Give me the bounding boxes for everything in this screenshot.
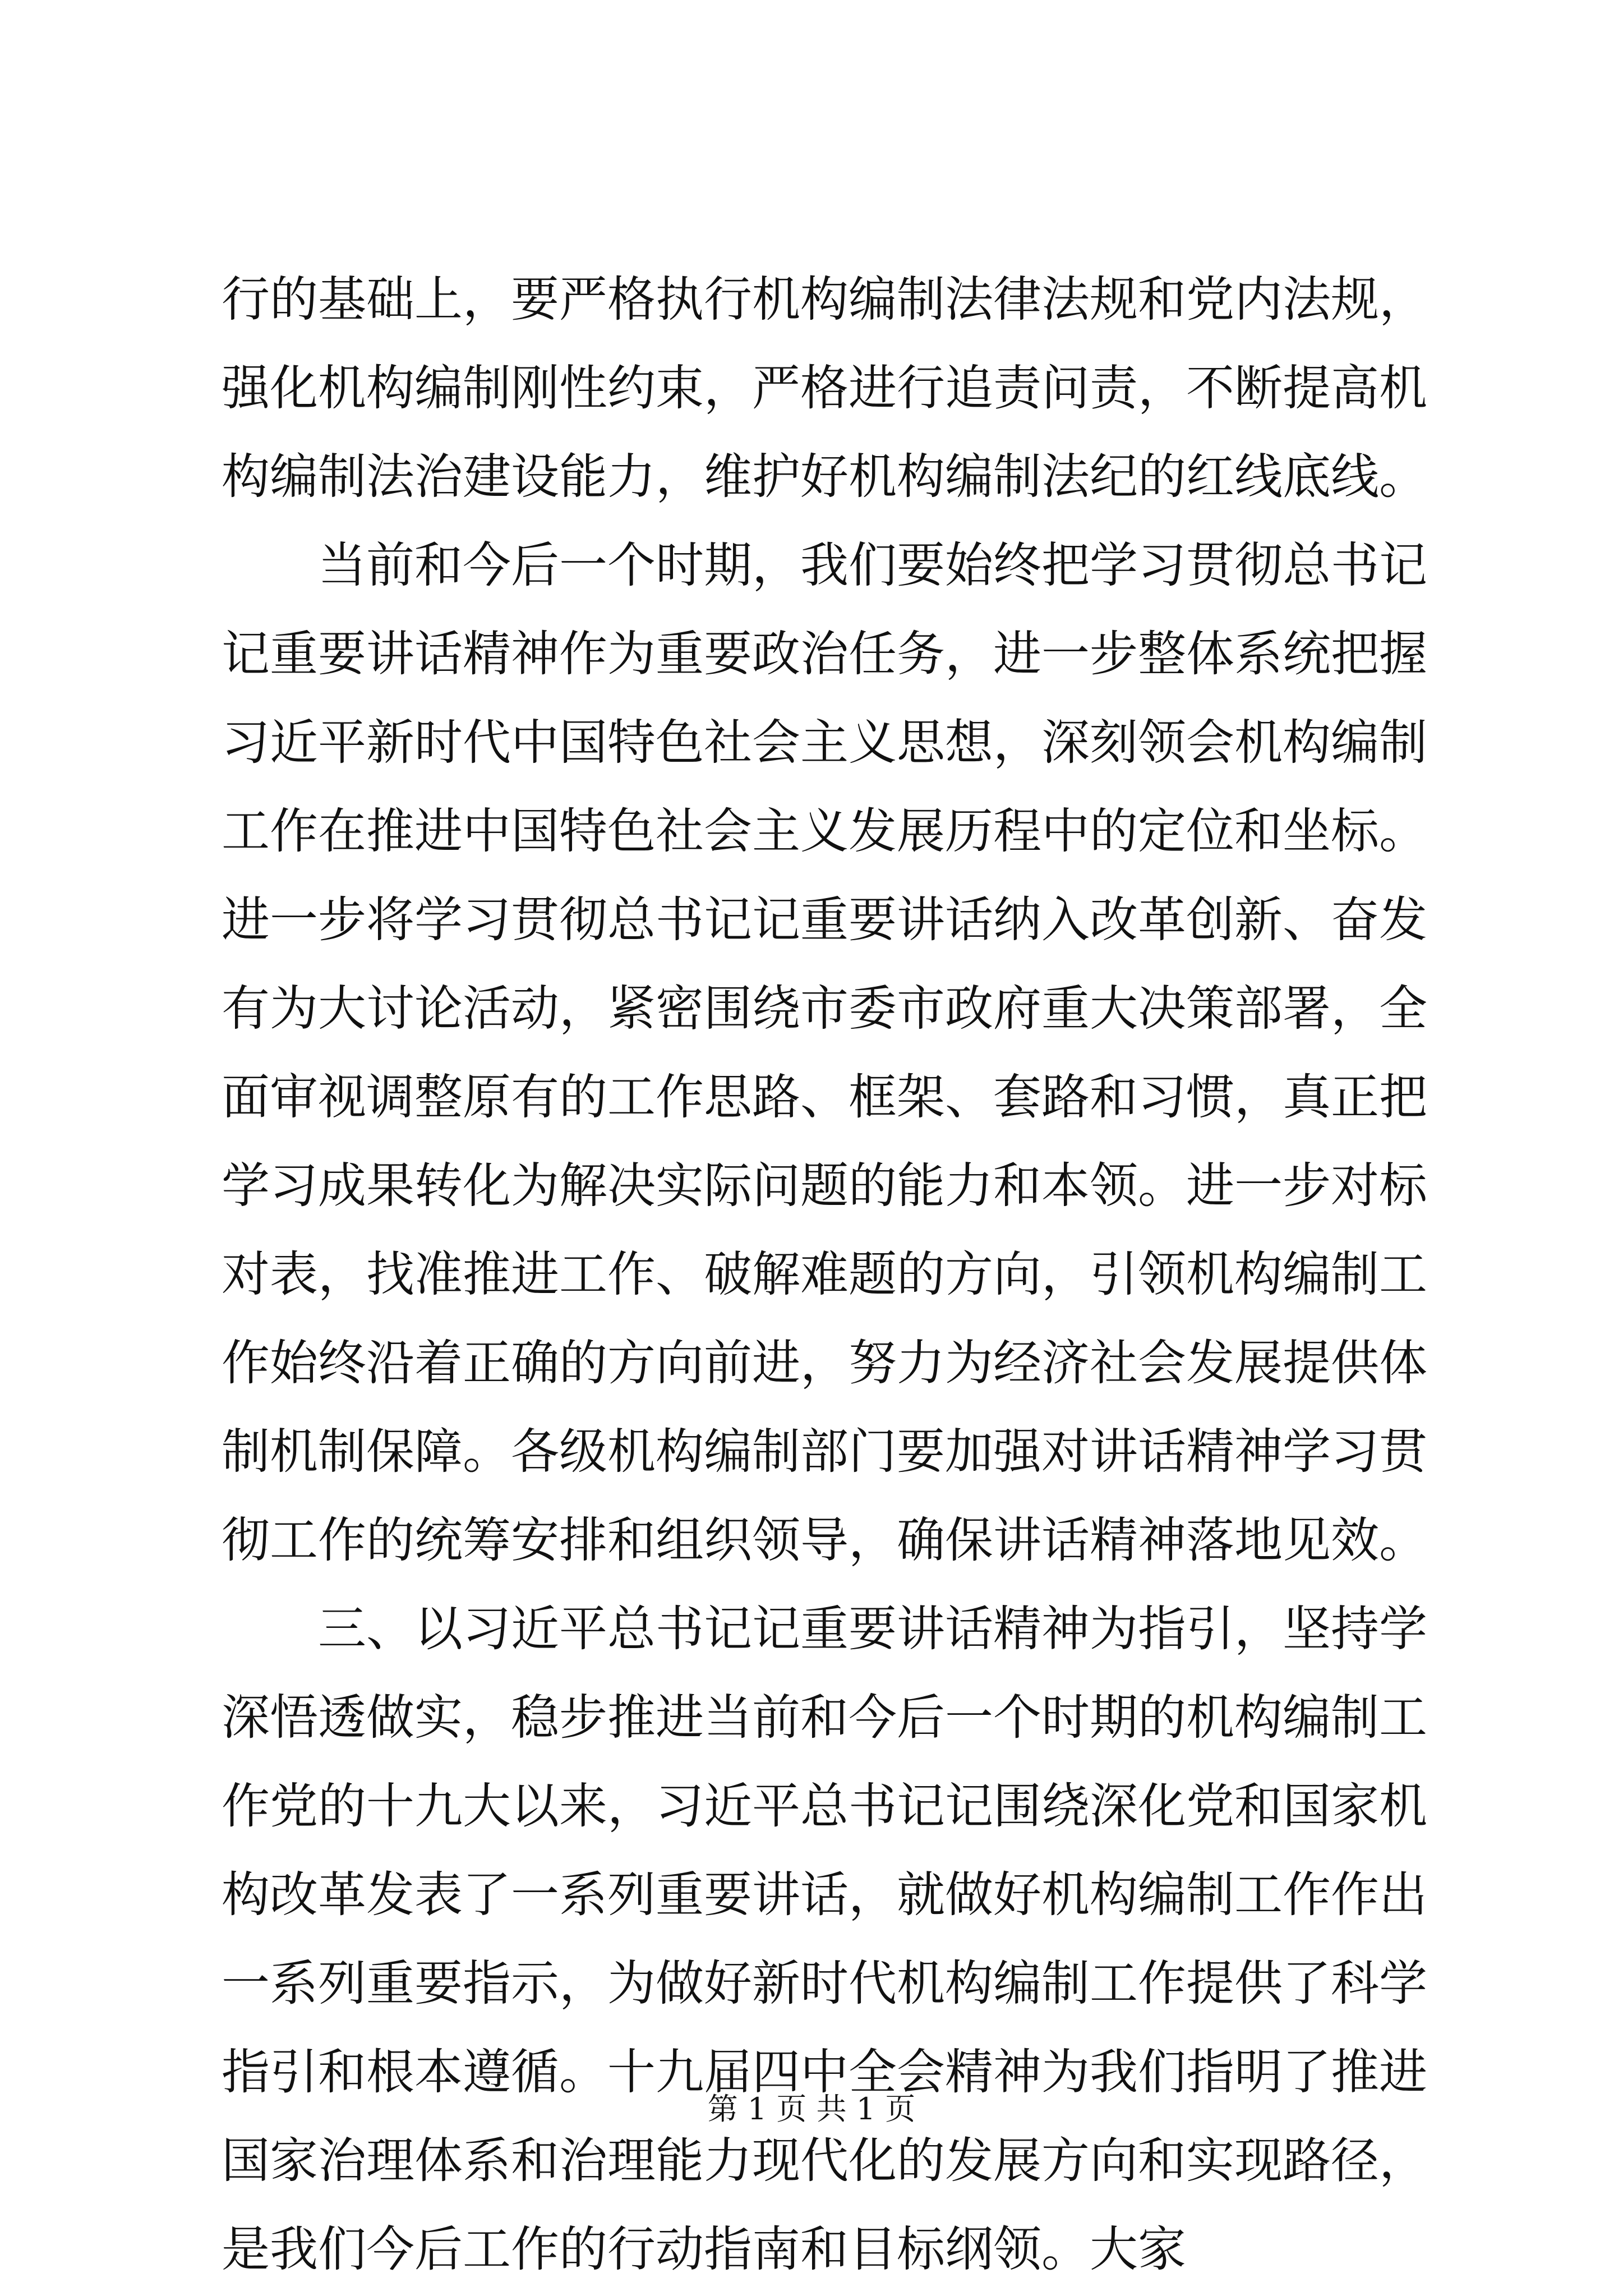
paragraph-2: 当前和今后一个时期，我们要始终把学习贯彻总书记记重要讲话精神作为重要政治任务，进一步整体系统把握习近平新时代中国特色社会主义思想，深刻领会机构编制工作在推进中国特色社会主义发展历程中的定位和坐标。进一步将学习贯彻总书记记重要讲话纳入改革创新、奋发有为大讨论活动，紧密围绕市委市政府重大决策部署，全面审视调整原有的工作思路、框架、套路和习惯，真正把学习成果转化为解决实际问题的能力和本领。进一步对标对表，找准推进工作、破解难题的方向，引领机构编制工作始终沿着正确的方向前进，努力为经济社会发展提供体制机制保障。各级机构编制部门要加强对讲话精神学习贯彻工作的统筹安排和组织领导，确保讲话精神落地见效。: [222, 537, 1427, 1568]
paragraph-1: 行的基础上，要严格执行机构编制法律法规和党内法规，强化机构编制刚性约束，严格进行追责问责，不断提高机构编制法治建设能力，维护好机构编制法纪的红线底线。: [222, 272, 1427, 505]
paragraph-3: 三、以习近平总书记记重要讲话精神为指引，坚持学深悟透做实，稳步推进当前和今后一个时期的机构编制工作党的十九大以来，习近平总书记记围绕深化党和国家机构改革发表了一系列重要讲话，就做好机构编制工作作出一系列重要指示，为做好新时代机构编制工作提供了科学指引和根本遵循。十九届四中全会精神为我们指明了推进国家治理体系和治理能力现代化的发展方向和实现路径，是我们今后工作的行动指南和目标纲领。大家: [222, 1601, 1427, 2277]
page-footer: 第 1 页 共 1 页: [707, 2091, 916, 2127]
document-body: [222, 255, 1427, 2294]
